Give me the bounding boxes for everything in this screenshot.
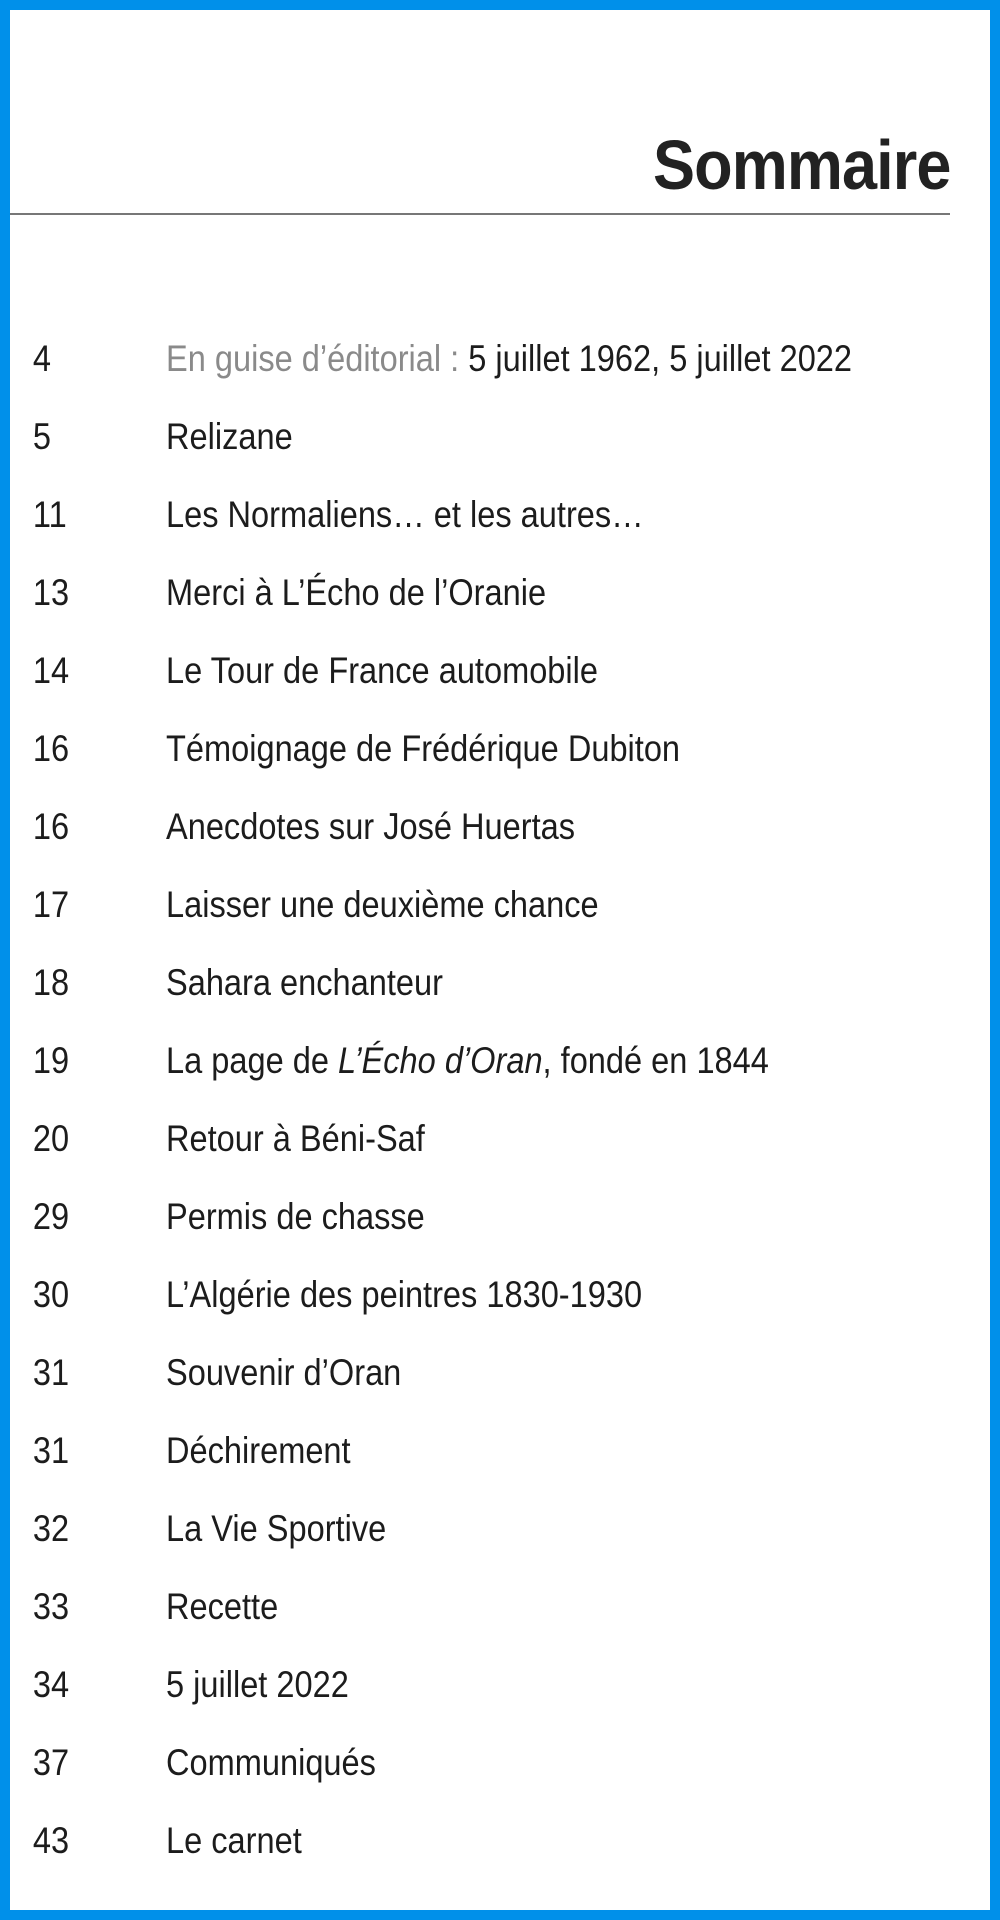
toc-title: Les Normaliens… et les autres… [166,494,644,535]
toc-entry[interactable] [10,476,990,554]
toc-entry[interactable] [10,1178,990,1256]
toc-entry[interactable] [10,1490,990,1568]
toc-page-number: 4 [32,338,51,379]
toc-title-prefix: En guise d’éditorial : [166,338,469,379]
toc-entry[interactable] [10,1100,990,1178]
toc-entry[interactable] [10,1646,990,1724]
toc-page-number: 19 [32,1040,70,1081]
toc-page-number: 29 [32,1196,70,1237]
toc-title: 5 juillet 2022 [166,1664,349,1705]
toc-entry[interactable] [10,1802,990,1880]
toc-page-number: 16 [32,806,70,847]
toc-entry[interactable] [10,1412,990,1490]
toc-page-number: 5 [32,416,51,457]
toc-page-number: 34 [32,1664,70,1705]
toc-title: Retour à Béni-Saf [166,1118,425,1159]
page-title: Sommaire [652,126,950,204]
toc-entry[interactable] [10,944,990,1022]
toc-page-number: 33 [32,1586,70,1627]
toc-title: Sahara enchanteur [166,962,443,1003]
toc-page-number: 31 [32,1430,70,1471]
toc-title-main: 5 juillet 1962, 5 juillet 2022 [468,338,853,379]
toc-title: L’Algérie des peintres 1830-1930 [166,1274,643,1315]
toc-title: Relizane [166,416,293,457]
toc-page-number: 13 [32,572,70,613]
toc-entry[interactable] [10,788,990,866]
toc-title: Recette [166,1586,279,1627]
toc-entry[interactable] [10,1334,990,1412]
toc-title [166,338,852,380]
toc-title-italic: L’Écho d’Oran [338,1040,543,1081]
toc-entry[interactable] [10,398,990,476]
document-page [10,10,990,1910]
toc-entry[interactable] [10,866,990,944]
toc-title: Souvenir d’Oran [166,1352,402,1393]
toc-page-number: 30 [32,1274,70,1315]
toc-page-number: 43 [32,1820,70,1861]
toc-title-after: , fondé en 1844 [542,1040,769,1081]
toc-title: Laisser une deuxième chance [166,884,599,925]
toc-title: Le carnet [166,1820,302,1861]
toc-page-number: 11 [32,494,67,535]
toc-entry[interactable] [10,1724,990,1802]
toc-page-number: 17 [32,884,70,925]
toc-title: Permis de chasse [166,1196,425,1237]
toc-page-number: 18 [32,962,70,1003]
title-divider [10,213,950,215]
toc-entry[interactable] [10,710,990,788]
toc-page-number: 32 [32,1508,70,1549]
table-of-contents [10,320,990,1880]
toc-title: La Vie Sportive [166,1508,387,1549]
toc-title [166,1040,769,1082]
toc-title: Le Tour de France automobile [166,650,598,691]
toc-entry[interactable] [10,632,990,710]
toc-page-number: 31 [32,1352,70,1393]
toc-title: Communiqués [166,1742,376,1783]
toc-title: Merci à L’Écho de l’Oranie [166,572,547,613]
toc-page-number: 20 [32,1118,70,1159]
toc-page-number: 37 [32,1742,70,1783]
toc-page-number: 16 [32,728,70,769]
toc-title: Témoignage de Frédérique Dubiton [166,728,681,769]
toc-entry[interactable] [10,1568,990,1646]
toc-entry[interactable] [10,320,990,398]
toc-page-number: 14 [32,650,70,691]
toc-entry[interactable] [10,554,990,632]
toc-entry[interactable] [10,1256,990,1334]
toc-title-before: La page de [166,1040,339,1081]
toc-title: Déchirement [166,1430,351,1471]
toc-title: Anecdotes sur José Huertas [166,806,576,847]
toc-entry[interactable] [10,1022,990,1100]
